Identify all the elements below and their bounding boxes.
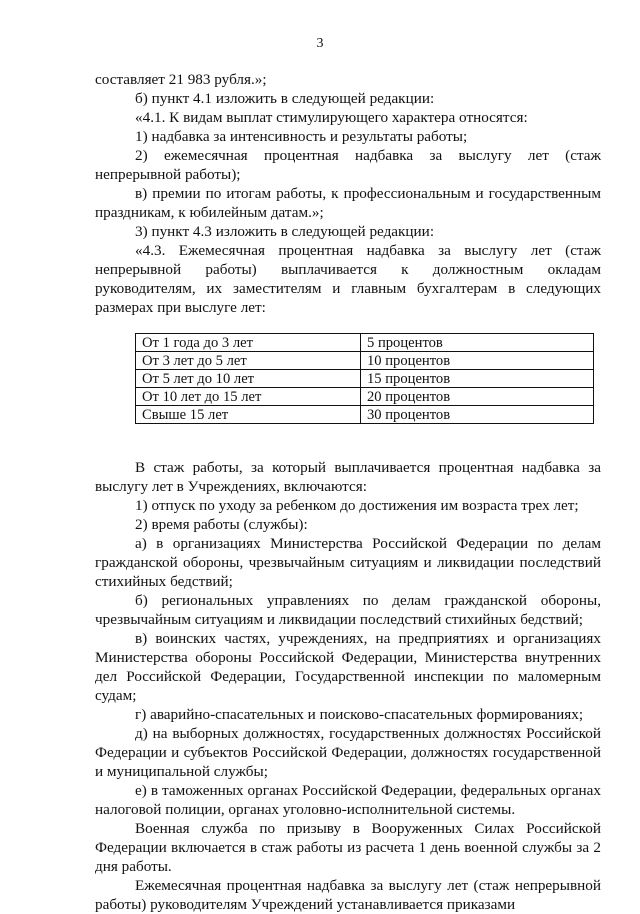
paragraph: е) в таможенных органах Российской Федерации, федеральных органах налоговой полиции, органах уголовно-исполнительной системы. xyxy=(95,782,601,818)
paragraph: Ежемесячная процентная надбавка за выслугу лет (стаж непрерывной работы) руководителям Учреждений устанавливается приказами xyxy=(95,877,601,913)
paragraph: 2) время работы (службы): xyxy=(135,516,308,533)
paragraph: «4.3. Ежемесячная процентная надбавка за выслугу лет (стаж непрерывной работы) выплачивается к должностным окладам руководителям, их заместителям и главным бухгалтерам в следующих размерах при выслуге лет: xyxy=(95,242,601,316)
table-row xyxy=(136,406,594,424)
paragraph: б) пункт 4.1 изложить в следующей редакции: xyxy=(135,90,435,107)
paragraph: д) на выборных должностях, государственных должностях Российской Федерации и субъектов Российской Федерации, должностях государственной и муниципальной службы; xyxy=(95,725,601,780)
paragraph: а) в организациях Министерства Российской Федерации по делам гражданской обороны, чрезвычайным ситуациям и ликвидации последствий стихийных бедствий; xyxy=(95,535,601,590)
allowance-percent-cell: 20 процентов xyxy=(361,388,594,406)
seniority-period-cell: От 5 лет до 10 лет xyxy=(136,370,361,388)
allowance-percent-cell: 5 процентов xyxy=(361,334,594,352)
document-body xyxy=(95,70,601,914)
table-row xyxy=(136,388,594,406)
paragraph: В стаж работы, за который выплачивается процентная надбавка за выслугу лет в Учреждениях, включаются: xyxy=(95,459,601,495)
allowance-percent-cell: 10 процентов xyxy=(361,352,594,370)
paragraph: составляет 21 983 рубля.»; xyxy=(95,71,267,88)
seniority-period-cell: Свыше 15 лет xyxy=(136,406,361,424)
seniority-percent-table xyxy=(135,333,594,424)
table-row xyxy=(136,352,594,370)
paragraph: 1) отпуск по уходу за ребенком до достижения им возраста трех лет; xyxy=(135,497,579,514)
table-row xyxy=(136,334,594,352)
paragraph: 3) пункт 4.3 изложить в следующей редакции: xyxy=(135,223,435,240)
table-row xyxy=(136,370,594,388)
paragraph: в) премии по итогам работы, к профессиональным и государственным праздникам, к юбилейным датам.»; xyxy=(95,185,601,221)
allowance-percent-cell: 30 процентов xyxy=(361,406,594,424)
paragraphs-before-table xyxy=(95,70,601,317)
seniority-period-cell: От 1 года до 3 лет xyxy=(136,334,361,352)
paragraph: 1) надбавка за интенсивность и результаты работы; xyxy=(135,128,468,145)
paragraphs-after-table xyxy=(95,458,601,914)
paragraph: «4.1. К видам выплат стимулирующего характера относятся: xyxy=(135,109,528,126)
paragraph: в) воинских частях, учреждениях, на предприятиях и организациях Министерства обороны Российской Федерации, Министерства внутренних дел Российской Федерации, Государственной инспекции по маломерным судам; xyxy=(95,630,601,704)
paragraph: б) региональных управлениях по делам гражданской обороны, чрезвычайным ситуациям и ликвидации последствий стихийных бедствий; xyxy=(95,592,601,628)
paragraph: г) аварийно-спасательных и поисково-спасательных формированиях; xyxy=(135,706,584,723)
paragraph: 2) ежемесячная процентная надбавка за выслугу лет (стаж непрерывной работы); xyxy=(95,147,601,183)
paragraph: Военная служба по призыву в Вооруженных Силах Российской Федерации включается в стаж работы из расчета 1 день военной службы за 2 дня работы. xyxy=(95,820,601,875)
seniority-period-cell: От 10 лет до 15 лет xyxy=(136,388,361,406)
allowance-percent-cell: 15 процентов xyxy=(361,370,594,388)
page-number: 3 xyxy=(316,36,324,51)
seniority-period-cell: От 3 лет до 5 лет xyxy=(136,352,361,370)
